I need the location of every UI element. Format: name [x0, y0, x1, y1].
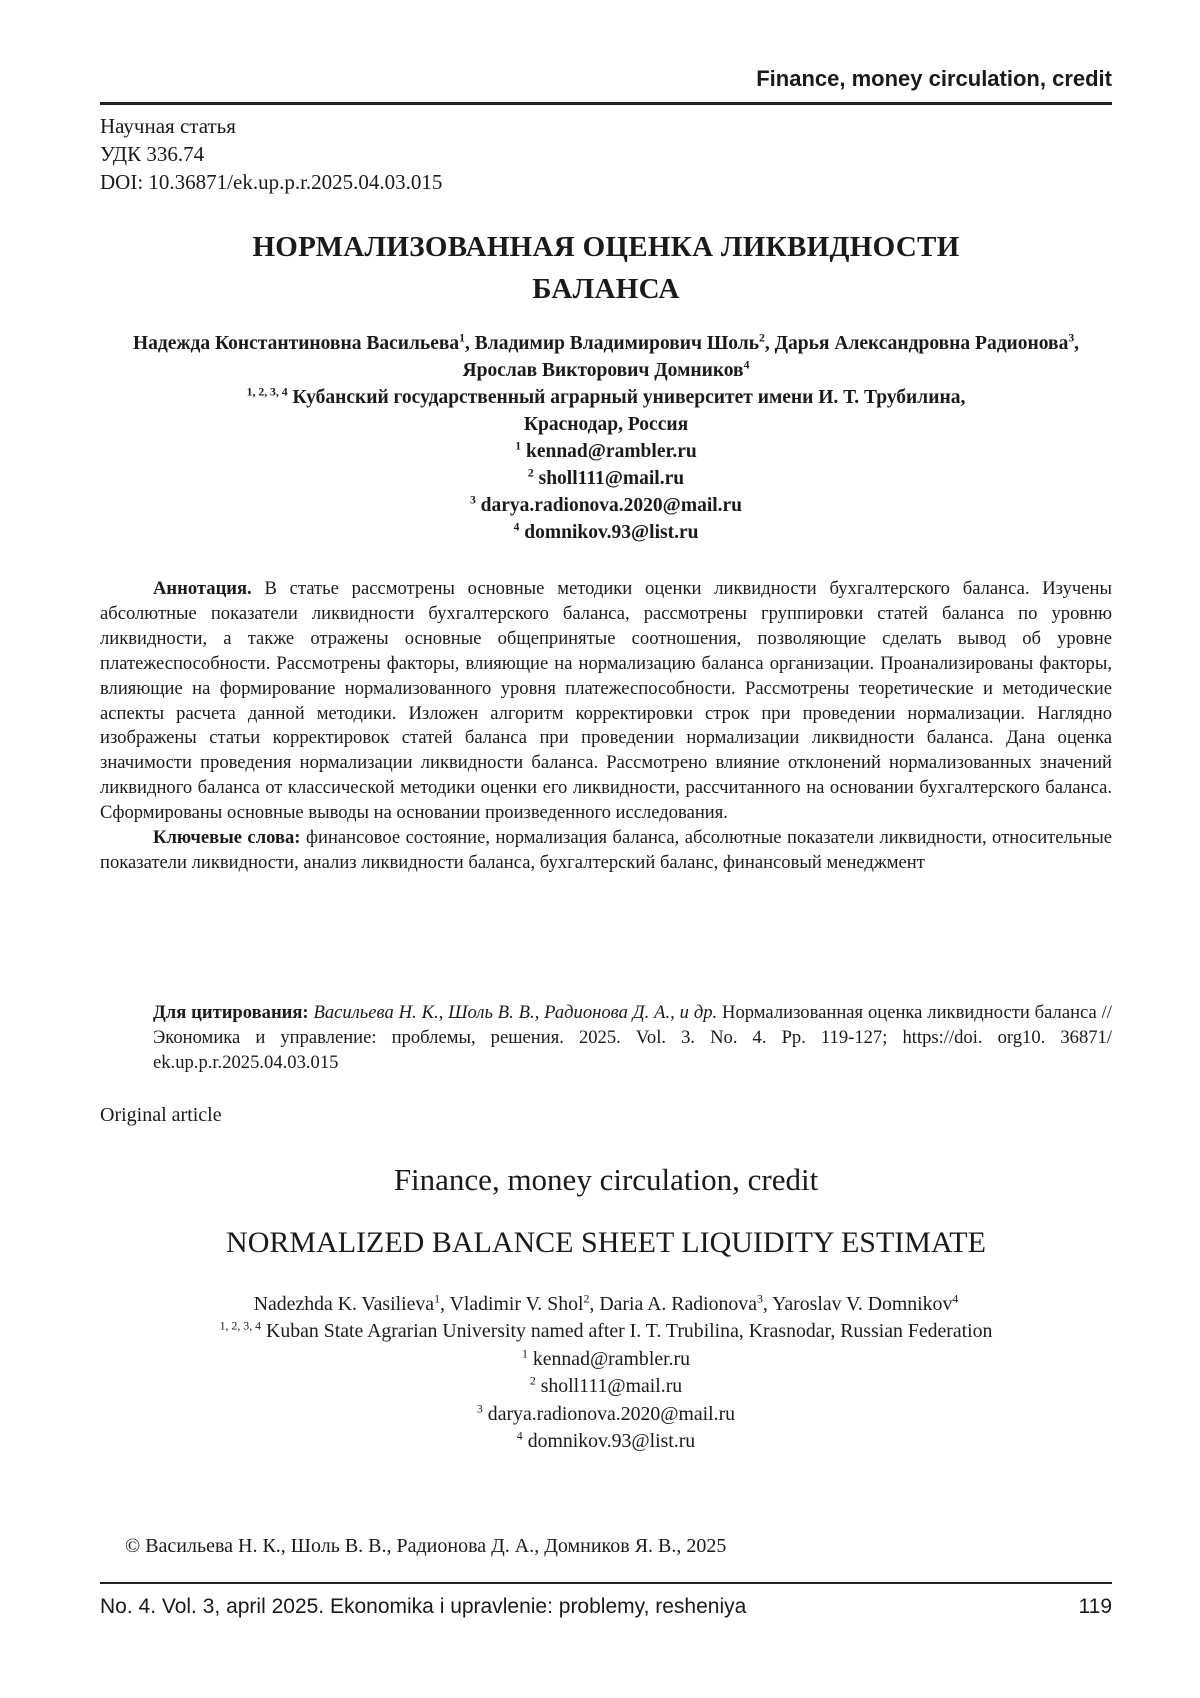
email-2-en [100, 1373, 1112, 1400]
email-link[interactable]: domnikov.93@list.ru [528, 1430, 696, 1452]
title-ru [100, 226, 1112, 310]
keywords [100, 826, 1112, 876]
running-title: Finance, money circulation, credit [756, 66, 1112, 92]
footer-rule [100, 1582, 1112, 1584]
sup: 1 [515, 440, 521, 453]
email-link[interactable]: domnikov.93@list.ru [524, 522, 698, 543]
author: Дарья Александровна Радионова [775, 333, 1069, 354]
email-2 [100, 465, 1112, 492]
citation-authors: Васильева Н. К., Шоль В. В., Радионова Д. А., и др. [314, 1002, 718, 1023]
affiliation-en [100, 1318, 1112, 1345]
email-1 [100, 438, 1112, 465]
sup: 1 [459, 332, 465, 345]
citation-text: Нормализованная оценка ликвидности баланса // Экономика и управление: проблемы, решения. 2025. Vol. 3. No. 4. Pp. 119-127; https://doi. org10. 36871/ ek.up.p.r.2025.04.03.015 [153, 1002, 1112, 1073]
affiliation-text: Кубанский государственный аграрный университет имени И. Т. Трубилина, Краснодар, Россия [292, 387, 965, 435]
header-rule [100, 102, 1112, 105]
keywords-label: Ключевые слова: [153, 827, 300, 848]
citation-label: Для цитирования: [153, 1002, 309, 1023]
sup: 2 [528, 467, 534, 480]
sup: 4 [514, 521, 520, 534]
sup: 1, 2, 3, 4 [247, 386, 288, 399]
article-type-en: Original article [100, 1104, 222, 1127]
rubric-en: Finance, money circulation, credit [100, 1162, 1112, 1198]
email-link[interactable]: darya.radionova.2020@mail.ru [488, 1403, 735, 1425]
affiliation [100, 384, 1112, 438]
sup: 1 [434, 1291, 440, 1305]
affiliation-text: Kuban State Agrarian University named after I. T. Trubilina, Krasnodar, Russian Federation [266, 1320, 992, 1342]
authors-en [100, 1291, 1112, 1455]
author: Daria A. Radionova [599, 1293, 757, 1315]
email-link[interactable]: kennad@rambler.ru [533, 1348, 690, 1370]
author: Владимир Владимирович Шоль [475, 333, 759, 354]
doi: DOI: 10.36871/ek.up.p.r.2025.04.03.015 [100, 168, 442, 196]
email-4 [100, 519, 1112, 546]
sup: 4 [952, 1291, 958, 1305]
authors-ru [100, 330, 1112, 546]
email-link[interactable]: darya.radionova.2020@mail.ru [481, 495, 742, 516]
author-list-en: Nadezhda K. Vasilieva1, Vladimir V. Shol2, Daria A. Radionova3, Yaroslav V. Domnikov4 [100, 1291, 1112, 1318]
email-3 [100, 492, 1112, 519]
title-line: НОРМАЛИЗОВАННАЯ ОЦЕНКА ЛИКВИДНОСТИ [100, 226, 1112, 268]
email-link[interactable]: sholl111@mail.ru [539, 468, 684, 489]
sup: 1, 2, 3, 4 [220, 1319, 262, 1333]
sup: 3 [1068, 332, 1074, 345]
email-1-en [100, 1346, 1112, 1373]
page-number: 119 [1079, 1595, 1112, 1619]
sup: 1 [522, 1346, 528, 1360]
abstract-label: Аннотация. [153, 578, 252, 599]
sup: 4 [744, 359, 750, 372]
sup: 3 [470, 494, 476, 507]
abstract-block [100, 577, 1112, 876]
title-en: NORMALIZED BALANCE SHEET LIQUIDITY ESTIMATE [100, 1226, 1112, 1260]
article-type: Научная статья [100, 112, 442, 140]
email-link[interactable]: sholl111@mail.ru [541, 1375, 682, 1397]
footer [100, 1595, 1112, 1619]
keywords-text: финансовое состояние, нормализация баланса, абсолютные показатели ликвидности, относительные показатели ликвидности, анализ ликвидности баланса, бухгалтерский баланс, финансовый менеджмент [100, 827, 1112, 873]
abstract [100, 577, 1112, 826]
sup: 2 [759, 332, 765, 345]
sup: 3 [477, 1401, 483, 1415]
title-line: БАЛАНСА [100, 268, 1112, 310]
author: Vladimir V. Shol [450, 1293, 584, 1315]
footer-journal: No. 4. Vol. 3, april 2025. Ekonomika i upravlenie: problemy, resheniya [100, 1595, 746, 1619]
sup: 2 [530, 1374, 536, 1388]
udc: УДК 336.74 [100, 140, 442, 168]
email-4-en [100, 1428, 1112, 1455]
sup: 2 [583, 1291, 589, 1305]
citation [153, 1000, 1112, 1075]
author: Надежда Константиновна Васильева [133, 333, 459, 354]
abstract-text: В статье рассмотрены основные методики оценки ликвидности бухгалтерского баланса. Изучены абсолютные показатели ликвидности бухгалтерского баланса, рассмотрены группировки статей баланса по уровню ликвидности, а также отражены основные общепринятые соотношения, позволяющие сделать вывод об уровне платежеспособности. Рассмотрены факторы, влияющие на нормализацию баланса организации. Проанализированы факторы, влияющие на формирование нормализованного уровня платежеспособности. Рассмотрены теоретические и методические аспекты расчета данной методики. Изложен алгоритм корректировки строк при проведении нормализации. Наглядно изображены статьи корректировок статей баланса при проведении нормализации ликвидности баланса. Дана оценка значимости проведения нормализации ликвидности баланса. Рассмотрено влияние отклонений нормализованных значений ликвидного баланса от классической методики оценки его ликвидности, рассчитанного на основании бухгалтерского баланса. Сформированы основные выводы на основании произведенного исследования. [100, 578, 1112, 823]
sup: 3 [757, 1291, 763, 1305]
author: Nadezhda K. Vasilieva [254, 1293, 434, 1315]
author: Ярослав Викторович Домников [463, 360, 744, 381]
email-3-en [100, 1401, 1112, 1428]
author-list: Надежда Константиновна Васильева1, Владимир Владимирович Шоль2, Дарья Александровна Радионова3, Ярослав Викторович Домников4 [100, 330, 1112, 384]
author: Yaroslav V. Domnikov [772, 1293, 952, 1315]
copyright: © Васильева Н. К., Шоль В. В., Радионова Д. А., Домников Я. В., 2025 [125, 1535, 726, 1558]
sup: 4 [517, 1428, 523, 1442]
article-meta [100, 112, 442, 196]
email-link[interactable]: kennad@rambler.ru [526, 441, 697, 462]
